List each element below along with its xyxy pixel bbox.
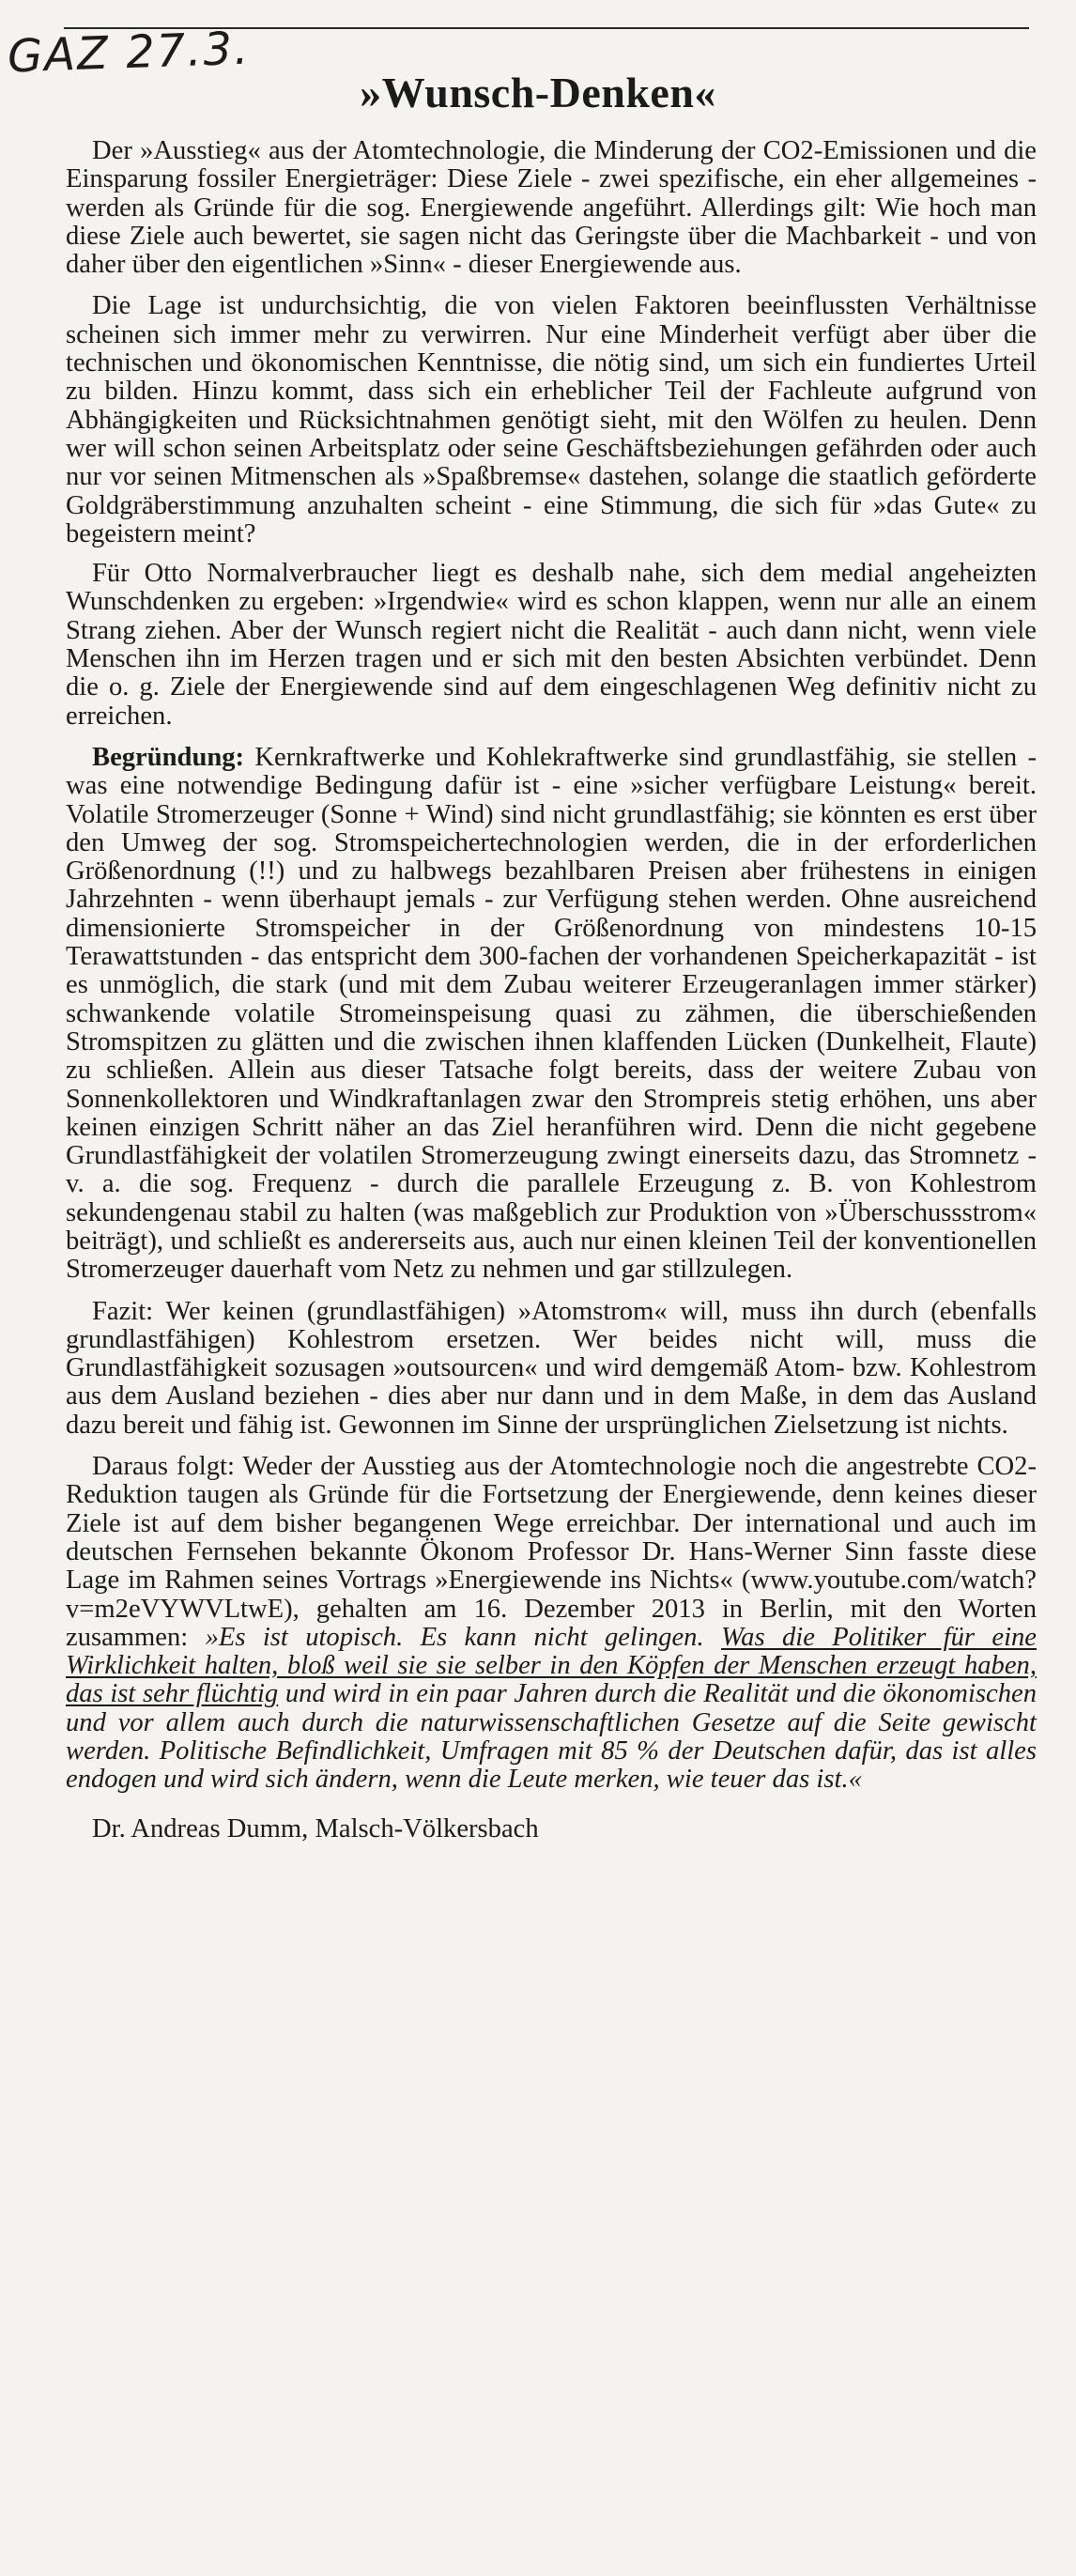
author-signature: Dr. Andreas Dumm, Malsch-Völkersbach [92,1813,539,1843]
paragraph-4 [66,744,1037,1285]
handwritten-date-note: GAZ 27.3. [7,22,252,84]
paragraph-4-body: Kernkraftwerke und Kohlekraftwerke sind grundlastfähig, sie stellen - was eine notwendige Bedingung dafür ist - eine »sicher verfügbare Leistung« bereit. Volatile Stromerzeuger (Sonne + Wind) sind nicht grundlastfähig; sie könnten es erst über den Umweg der sog. Stromspeichertechnologien werden, die in der erforderlichen Größenordnung (!!) und zu halbwegs bezahlbaren Preisen aber frühestens in einigen Jahrzehnten - wenn überhaupt jemals - zur Verfügung stehen werden. Ohne ausreichend dimensionierte Stromspeicher in der Größenordnung von mindestens 10-15 Terawattstunden - das entspricht dem 300-fachen der vorhandenen Speicherkapazität - ist es unmöglich, die stark (und mit dem Zubau weiterer Erzeugeranlagen immer stärker) schwankende volatile Stromeinspeisung quasi zu zähmen, die überschießenden Stromspitzen zu glätten und die zwischen ihnen klaffenden Lücken (Dunkelheit, Flaute) zu schließen. Allein aus dieser Tatsache folgt bereits, dass der weitere Zubau von Sonnenkollektoren und Windkraftanlagen zwar den Strompreis stetig erhöhen, uns aber keinen einzigen Schritt näher an das Ziel heranführen wird. Denn die nicht gegebene Grundlastfähigkeit der volatilen Stromerzeugung zwingt einerseits dazu, das Stromnetz - v. a. die sog. Frequenz - durch die parallele Erzeugung z. B. von Kohlestrom sekundengenau stabil zu halten (was maßgeblich zur Produktion von »Überschussstrom« beiträgt), und schließt es andererseits aus, auch nur einen kleinen Teil der konventionellen Stromerzeuger dauerhaft vom Netz zu nehmen und gar stillzulegen. [66,742,1038,1285]
paragraph-5: Fazit: Wer keinen (grundlastfähigen) »Atomstrom« will, muss ihn durch (ebenfalls grundlastfähigen) Kohlestrom ersetzen. Wer beides nicht will, muss die Grundlastfähigkeit sozusagen »outsourcen« und wird demgemäß Atom- bzw. Kohlestrom aus dem Ausland beziehen - dies aber nur dann und in dem Maße, in dem das Ausland dazu bereit und fähig ist. Gewonnen im Sinne der ursprünglichen Zielsetzung ist nichts. [66,1296,1037,1440]
article-body [66,137,1037,1857]
paragraph-2: Die Lage ist undurchsichtig, die von vielen Faktoren beeinflussten Verhältnisse scheinen sich immer mehr zu verwirren. Nur eine Minderheit verfügt aber über die technischen und ökonomischen Kenntnisse, die nötig sind, um sich ein fundiertes Urteil zu bilden. Hinzu kommt, dass sich ein erheblicher Teil der Fachleute aufgrund von Abhängigkeiten und Rücksichtnahmen genötigt sieht, mit den Wölfen zu heulen. Denn wer will schon seinen Arbeitsplatz oder seine Geschäftsbeziehungen gefährden oder auch nur vor seinen Mitmenschen als »Spaßbremse« dastehen, solange die staatlich geförderte Goldgräberstimmung anzuhalten scheint - eine Stimmung, die sich für »das Gute« zu begeistern meint? [66,291,1037,548]
quote-underlined: Was die Politiker für eine Wirklichkeit halten, bloß weil sie sie selber in den Köpfen der Menschen erzeugt haben, das ist sehr flüchtig [66,1622,1037,1709]
quote-start: »Es ist utopisch. Es kann nicht gelingen. [205,1622,721,1652]
quote-end: und wird in ein paar Jahren durch die Realität und die ökonomischen und vor allem auch durch die naturwissenschaftlichen Gesetze auf die Seite gewischt werden. Politische Befindlichkeit, Umfragen mit 85 % der Deutschen dafür, das ist alles endogen und wird sich ändern, wenn die Leute merken, wie teuer das ist.« [66,1679,1037,1795]
paragraph-1: Der »Ausstieg« aus der Atomtechnologie, die Minderung der CO2-Emissionen und die Einsparung fossiler Energieträger: Diese Ziele - zwei spezifische, ein eher allgemeines - werden als Gründe für die sog. Energiewende angeführt. Allerdings gilt: Wie hoch man diese Ziele auch bewertet, sie sagen nicht das Geringste über die Machbarkeit - und von daher über den eigentlichen »Sinn« - dieser Energiewende aus. [66,136,1037,280]
paragraph-4-lead: Begründung: [92,742,245,772]
paragraph-6 [66,1453,1037,1795]
paragraph-3: Für Otto Normalverbraucher liegt es deshalb nahe, sich dem medial angeheizten Wunschdenken zu ergeben: »Irgendwie« wird es schon klappen, wenn nur alle an einem Strang ziehen. Aber der Wunsch regiert nicht die Realität - auch dann nicht, wenn viele Menschen ihn im Herzen tragen und er sich mit den besten Absichten verbündet. Denn die o. g. Ziele der Energiewende sind auf dem eingeschlagenen Weg definitiv nicht zu erreichen. [66,559,1037,731]
article-title: »Wunsch-Denken« [360,69,716,116]
paragraph-6-intro: Daraus folgt: Weder der Ausstieg aus der Atomtechnologie noch die angestrebte CO2-Reduktion taugen als Gründe für die Fortsetzung der Energiewende, denn keines dieser Ziele ist auf dem bisher begangenen Wege erreichbar. Der international und auch im deutschen Fernsehen bekannte Ökonom Professor Dr. Hans-Werner Sinn fasste diese Lage im Rahmen seines Vortrags »Energiewende ins Nichts« (www.youtube.com/watch?v=m2eVYWVLtwE), gehalten am 16. Dezember 2013 in Berlin, mit den Worten zusammen: [66,1452,1037,1652]
